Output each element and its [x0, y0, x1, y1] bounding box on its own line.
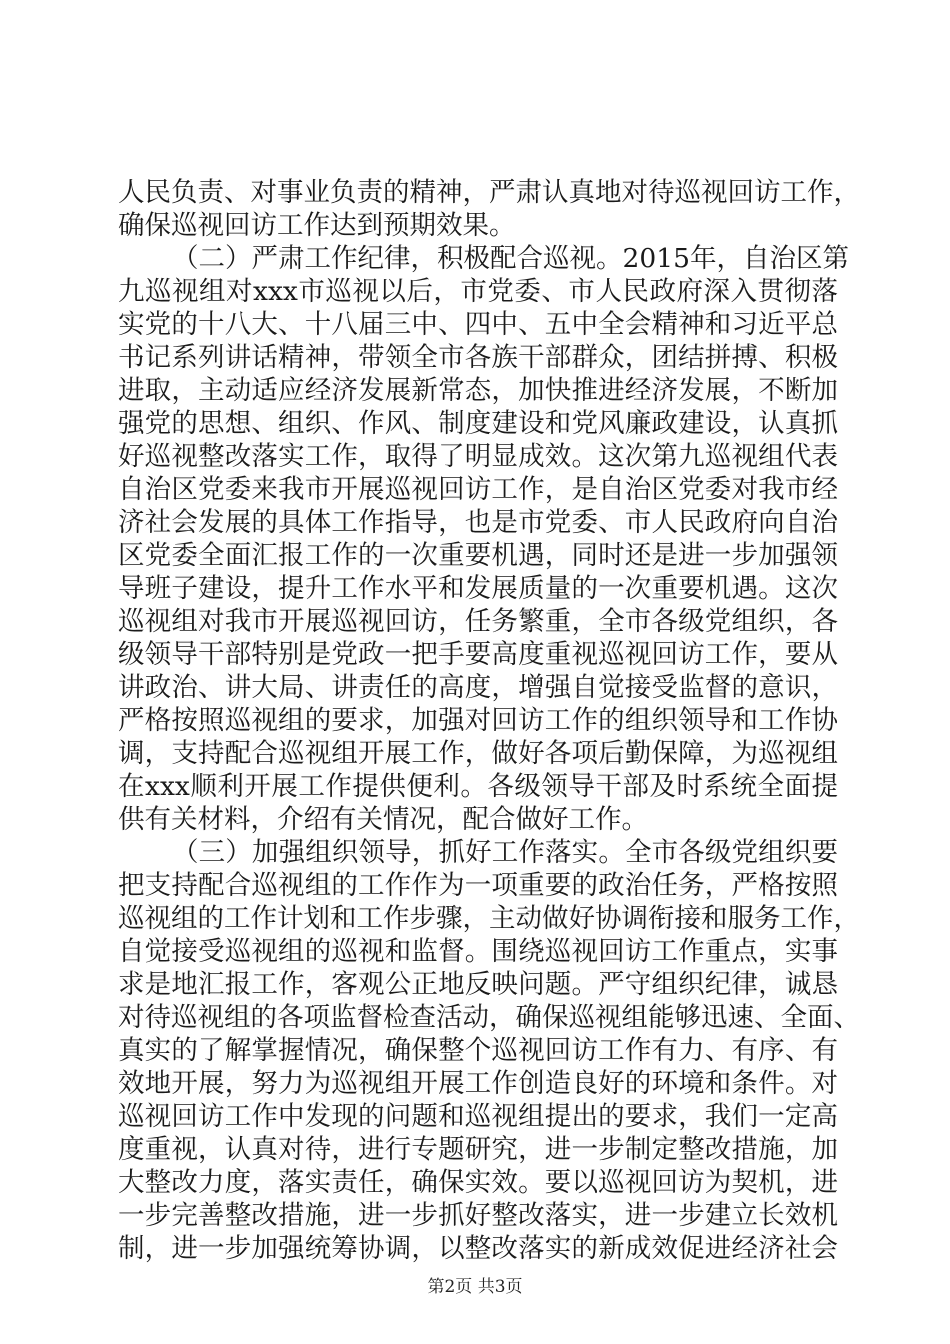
body-text-line: 度重视，认真对待，进行专题研究，进一步制定整改措施，加 — [118, 1134, 838, 1165]
body-text-line: 巡视回访工作中发现的问题和巡视组提出的要求，我们一定高 — [118, 1101, 838, 1132]
body-text-line: 级领导干部特别是党政一把手要高度重视巡视回访工作，要从 — [118, 639, 838, 670]
body-text-line: 巡视组的工作计划和工作步骤，主动做好协调衔接和服务工作， — [118, 903, 860, 934]
body-text-line: 对待巡视组的各项监督检查活动，确保巡视组能够迅速、全面、 — [118, 1002, 860, 1033]
body-text-line: 书记系列讲话精神，带领全市各族干部群众，团结拼搏、积极 — [118, 342, 838, 373]
body-text-line: 一步完善整改措施，进一步抓好整改落实，进一步建立长效机 — [118, 1200, 838, 1231]
body-text-line: 自治区党委来我市开展巡视回访工作，是自治区党委对我市经 — [118, 474, 838, 505]
body-text-line: 导班子建设，提升工作水平和发展质量的一次重要机遇。这次 — [118, 573, 838, 604]
body-text-line: 制，进一步加强统筹协调，以整改落实的新成效促进经济社会 — [118, 1233, 838, 1264]
body-text-line: 巡视组对我市开展巡视回访，任务繁重，全市各级党组织，各 — [118, 606, 838, 637]
body-text-line: 大整改力度，落实责任，确保实效。要以巡视回访为契机，进 — [118, 1167, 838, 1198]
body-text-line: 真实的了解掌握情况，确保整个巡视回访工作有力、有序、有 — [118, 1035, 838, 1066]
body-text-line: 进取，主动适应经济发展新常态，加快推进经济发展，不断加 — [118, 375, 838, 406]
body-text-line: 把支持配合巡视组的工作作为一项重要的政治任务，严格按照 — [118, 870, 838, 901]
body-text-line: 确保巡视回访工作达到预期效果。 — [118, 210, 516, 241]
body-text-line: 强党的思想、组织、作风、制度建设和党风廉政建设，认真抓 — [118, 408, 838, 439]
body-text-line: 实党的十八大、十八届三中、四中、五中全会精神和习近平总 — [118, 309, 838, 340]
body-text-line: 人民负责、对事业负责的精神，严肃认真地对待巡视回访工作， — [118, 177, 860, 208]
page-number-footer: 第2页 共3页 — [427, 1277, 523, 1297]
body-text-line: 在xxx顺利开展工作提供便利。各级领导干部及时系统全面提 — [118, 771, 838, 802]
paragraph-start-line: （二）严肃工作纪律，积极配合巡视。2015年，自治区第 — [172, 243, 849, 274]
body-text-line: 好巡视整改落实工作，取得了明显成效。这次第九巡视组代表 — [118, 441, 838, 472]
body-text-line: 区党委全面汇报工作的一次重要机遇，同时还是进一步加强领 — [118, 540, 838, 571]
body-text-line: 讲政治、讲大局、讲责任的高度，增强自觉接受监督的意识， — [118, 672, 838, 703]
body-text-line: 调，支持配合巡视组开展工作，做好各项后勤保障，为巡视组 — [118, 738, 838, 769]
body-text-line: 九巡视组对xxx市巡视以后，市党委、市人民政府深入贯彻落 — [118, 276, 838, 307]
body-text-line: 济社会发展的具体工作指导，也是市党委、市人民政府向自治 — [118, 507, 838, 538]
paragraph-start-line: （三）加强组织领导，抓好工作落实。全市各级党组织要 — [172, 837, 838, 868]
body-text-line: 严格按照巡视组的要求，加强对回访工作的组织领导和工作协 — [118, 705, 838, 736]
body-text-line: 供有关材料，介绍有关情况，配合做好工作。 — [118, 804, 648, 835]
body-text-line: 自觉接受巡视组的巡视和监督。围绕巡视回访工作重点，实事 — [118, 936, 838, 967]
body-text-line: 求是地汇报工作，客观公正地反映问题。严守组织纪律，诚恳 — [118, 969, 838, 1000]
body-text-line: 效地开展，努力为巡视组开展工作创造良好的环境和条件。对 — [118, 1068, 838, 1099]
